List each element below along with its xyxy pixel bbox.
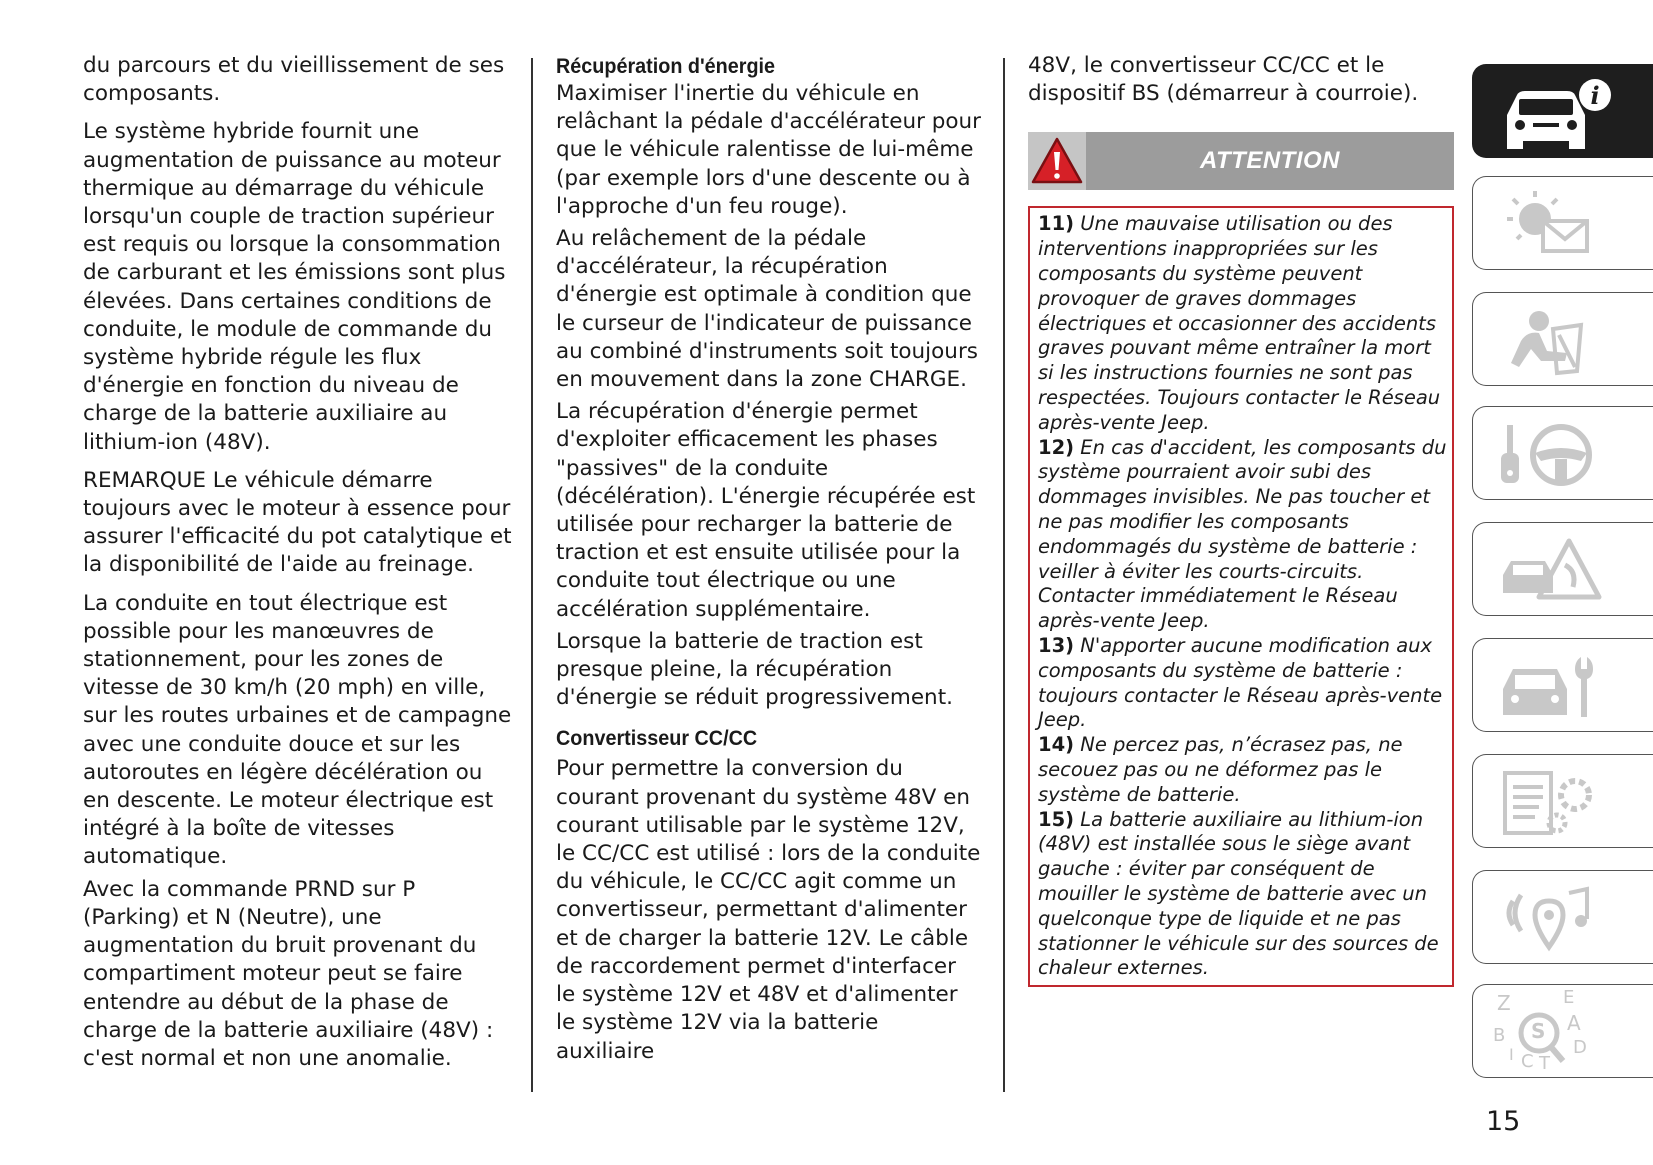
index-letter: I xyxy=(1509,1045,1514,1064)
tab-technical-data[interactable] xyxy=(1472,754,1653,848)
specs-gear-icon xyxy=(1495,763,1615,843)
tab-starting-driving[interactable] xyxy=(1472,406,1653,500)
index-letter: B xyxy=(1493,1025,1506,1046)
warning-item: 11) Une mauvaise utilisation ou des interventions inappropriées sur les composants du système peuvent provoquer de graves dommages électriques et occasionner des accidents graves pouvant même entraîner la mort si les instructions fournies ne sont pas respectées. Toujours contacter le Réseau après-vente Jeep. xyxy=(1038,212,1441,434)
tab-lights-messages[interactable] xyxy=(1472,176,1653,270)
key-steering-wheel-icon xyxy=(1495,415,1615,495)
car-info-icon xyxy=(1495,73,1615,153)
section-heading: Récupération d'énergie xyxy=(556,54,776,78)
paragraph: La récupération d'énergie permet d'exploiter efficacement les phases "passives" de la conduite (décélération). L'énergie récupérée est utilisée pour recharger la batterie de traction et est ensuite utilisée pour la conduite tout électrique ou une accélération supplémentaire. xyxy=(556,399,976,622)
tab-emergency[interactable] xyxy=(1472,522,1653,616)
index-search-icon xyxy=(1487,989,1597,1075)
tab-safety[interactable] xyxy=(1472,292,1653,386)
column-right xyxy=(1028,52,1454,987)
paragraph: du parcours et du vieillissement de ses composants. xyxy=(83,53,505,107)
svg-text:i: i xyxy=(1590,81,1600,110)
paragraph: Le système hybride fournit une augmentation de puissance au moteur thermique au démarrage du véhicule lorsqu'un couple de traction supérieur est requis ou lorsque la consommation de carburant et les émissions sont plus élevées. Dans certaines conditions de conduite, le module de commande du système hybride régule les flux d'énergie en fonction du niveau de charge de la batterie auxiliaire au lithium-ion (48V). xyxy=(83,119,506,455)
warning-item: 13) N'apporter aucune modification aux composants du système de batterie : toujours contacter le Réseau après-vente Jeep. xyxy=(1038,633,1443,732)
column-left xyxy=(83,52,513,1083)
paragraph: La conduite en tout électrique est possible pour les manœuvres de stationnement, pour les zones de vitesse de 30 km/h (20 mph) en ville, sur les routes urbaines et de campagne avec une conduite douce et sur les autoroutes en légère décélération ou en descente. Le moteur électrique est intégré à la boîte de vitesses automatique. xyxy=(83,590,512,870)
paragraph: Maximiser l'inertie du véhicule en relâchant la pédale d'accélérateur pour que le véhicule ralentisse de lui-même (par exemple lors d'une descente ou à l'approche d'un feu rouge). xyxy=(556,81,982,219)
index-letter: T xyxy=(1539,1053,1550,1074)
index-letter: S xyxy=(1531,1019,1546,1043)
page-number: 15 xyxy=(1486,1106,1521,1137)
index-letter: Z xyxy=(1497,991,1511,1015)
warning-item: 14) Ne percez pas, n’écrasez pas, ne secouez pas ou ne déformez pas le système de batterie. xyxy=(1038,733,1403,806)
section-heading: Convertisseur CC/CC xyxy=(556,726,758,751)
tab-maintenance[interactable] xyxy=(1472,638,1653,732)
column-divider xyxy=(1003,58,1005,1092)
index-letter: C xyxy=(1521,1051,1534,1072)
car-warning-icon xyxy=(1495,531,1615,611)
index-letter: E xyxy=(1563,987,1575,1008)
attention-banner xyxy=(1028,132,1454,190)
paragraph: Avec la commande PRND sur P (Parking) et N (Neutre), une augmentation du bruit provenant du compartiment moteur peut se faire entendre au début de la phase de charge de la batterie auxiliaire (48V) : c'est normal et non une anomalie. xyxy=(83,876,494,1071)
column-divider xyxy=(531,58,533,1092)
warning-item: 15) La batterie auxiliaire au lithium-ion (48V) est installée sous le siège avant gauche : éviter par conséquent de mouiller le système de batterie avec un quelconque type de liquide et ne pas stationner le véhicule sur des sources de chaleur externes. xyxy=(1038,807,1439,980)
paragraph: 48V, le convertisseur CC/CC et le dispositif BS (démarreur à courroie). xyxy=(1028,53,1419,107)
paragraph: Pour permettre la conversion du courant provenant du système 48V en courant utilisable par le système 12V, le CC/CC est utilisé : lors de la conduite du véhicule, le CC/CC agit comme un convertisseur, permettant d'alimenter et de charger la batterie 12V. Le câble de raccordement permet d'interfacer le système 12V et 48V et d'alimenter le système 12V via la batterie auxiliaire xyxy=(556,756,981,1064)
index-letter: D xyxy=(1573,1037,1587,1058)
tab-index[interactable] xyxy=(1472,984,1653,1078)
index-letter: A xyxy=(1567,1011,1581,1035)
car-wrench-icon xyxy=(1495,647,1615,727)
seat-airbag-icon xyxy=(1495,301,1615,381)
paragraph: REMARQUE Le véhicule démarre toujours avec le moteur à essence pour assurer l'efficacité du pot catalytique et la disponibilité de l'aide au freinage. xyxy=(83,467,512,578)
paragraph: Au relâchement de la pédale d'accélérateur, la récupération d'énergie est optimale à condition que le curseur de l'indicateur de puissance au combiné d'instruments soit toujours en mouvement dans la zone CHARGE. xyxy=(556,226,978,393)
attention-box xyxy=(1028,206,1454,987)
warning-triangle-icon xyxy=(1028,132,1086,190)
multimedia-icon xyxy=(1495,879,1615,959)
lights-message-icon xyxy=(1495,185,1615,265)
tab-car-info[interactable] xyxy=(1472,64,1653,158)
warning-item: 12) En cas d'accident, les composants du système pourraient avoir subi des dommages invisibles. Ne pas toucher et ne pas modifier les composants endommagés du système de batterie : veiller à éviter les courts-circuits. Contacter immédiatement le Réseau après-vente Jeep. xyxy=(1038,435,1447,633)
attention-title: ATTENTION xyxy=(1199,147,1341,175)
column-middle xyxy=(556,52,981,1070)
tab-multimedia[interactable] xyxy=(1472,870,1653,964)
paragraph: Lorsque la batterie de traction est presque pleine, la récupération d'énergie se réduit progressivement. xyxy=(556,628,953,711)
